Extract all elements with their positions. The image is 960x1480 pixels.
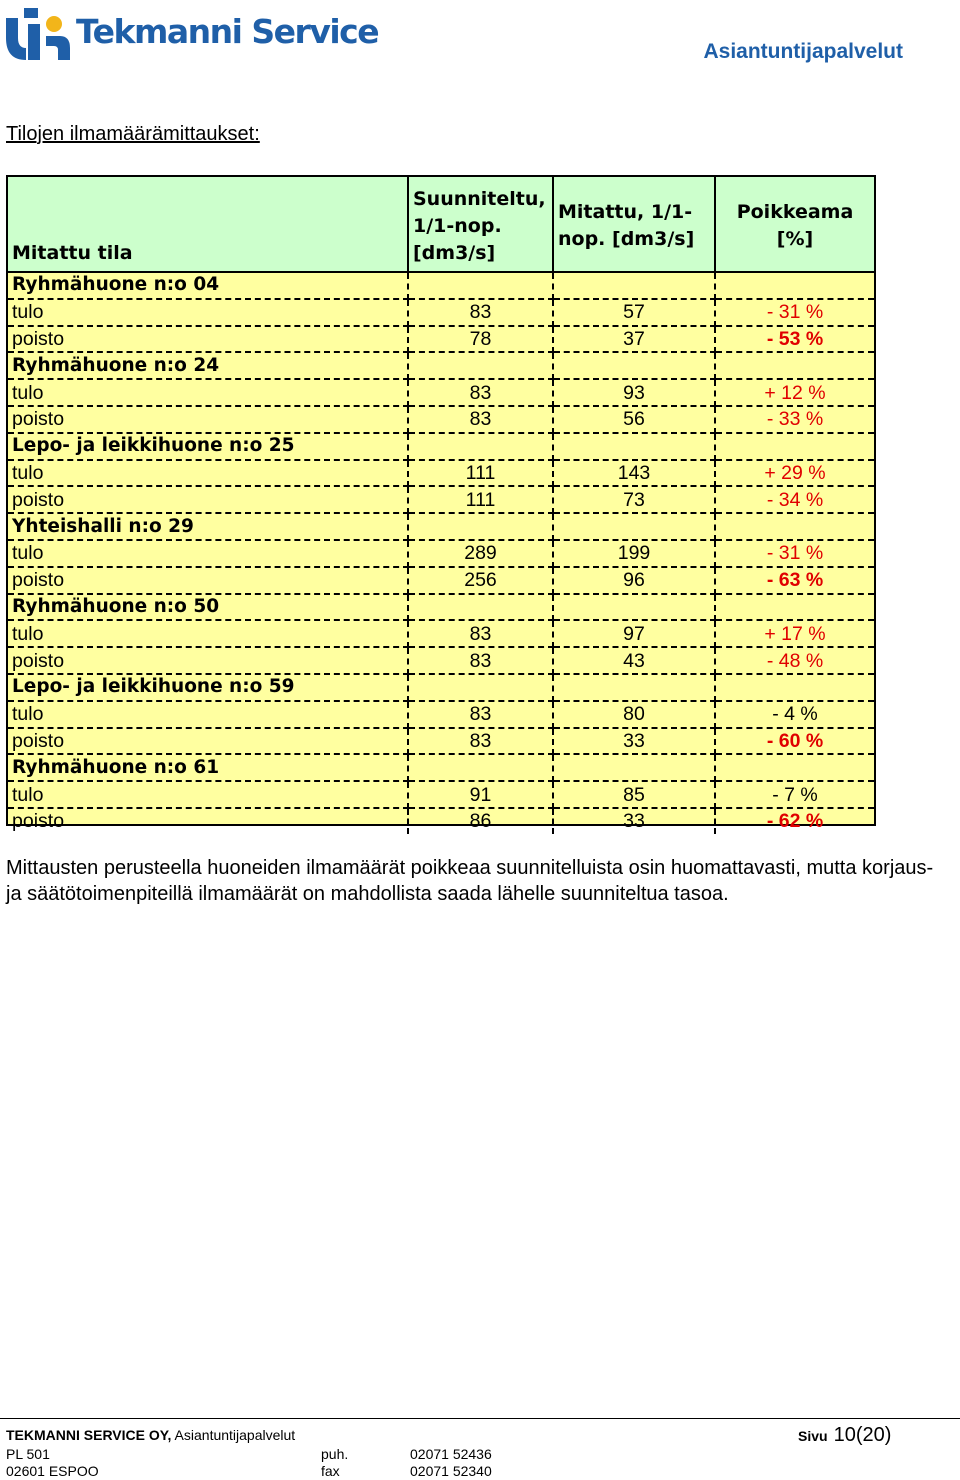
header-planned: Suunniteltu, 1/1-nop. [dm3/s] xyxy=(408,177,553,272)
logo-text: Tekmanni Service xyxy=(76,12,379,51)
planned-value: 86 xyxy=(408,808,553,834)
deviation-value xyxy=(715,754,874,781)
footer-address-line1: PL 501 xyxy=(6,1446,50,1462)
table-group-row xyxy=(8,674,874,701)
space-name: Ryhmähuone n:o 24 xyxy=(8,352,408,379)
planned-value: 83 xyxy=(408,701,553,728)
deviation-value xyxy=(715,674,874,701)
table-row xyxy=(8,620,874,647)
table-group-row xyxy=(8,433,874,460)
deviation-value xyxy=(715,272,874,299)
table-group-row xyxy=(8,754,874,781)
table-group-row xyxy=(8,513,874,540)
planned-value xyxy=(408,352,553,379)
planned-value: 91 xyxy=(408,781,553,808)
header-title: Asiantuntijapalvelut xyxy=(703,40,903,63)
space-name: poisto xyxy=(8,326,408,353)
table-row xyxy=(8,728,874,755)
space-name: tulo xyxy=(8,379,408,406)
space-name: tulo xyxy=(8,781,408,808)
company-logo xyxy=(4,4,379,64)
measured-value xyxy=(553,272,715,299)
space-name: tulo xyxy=(8,299,408,326)
measured-value xyxy=(553,513,715,540)
measured-value xyxy=(553,754,715,781)
space-name: Ryhmähuone n:o 61 xyxy=(8,754,408,781)
table-body xyxy=(8,272,874,834)
space-name: poisto xyxy=(8,486,408,513)
measured-value: 93 xyxy=(553,379,715,406)
deviation-value: - 62 % xyxy=(766,810,824,833)
measured-value: 33 xyxy=(553,808,715,834)
space-name: poisto xyxy=(8,567,408,594)
table-header-row xyxy=(8,177,874,272)
measured-value: 57 xyxy=(553,299,715,326)
planned-value xyxy=(408,674,553,701)
planned-value: 111 xyxy=(408,460,553,487)
table-row xyxy=(8,299,874,326)
table-row xyxy=(8,540,874,567)
deviation-value: - 53 % xyxy=(715,326,874,353)
table-row xyxy=(8,647,874,674)
space-name: poisto xyxy=(8,647,408,674)
measured-value: 56 xyxy=(553,406,715,433)
footer-company xyxy=(6,1427,295,1443)
measured-value: 37 xyxy=(553,326,715,353)
header-measured: Mitattu, 1/1-nop. [dm3/s] xyxy=(553,177,715,272)
deviation-value xyxy=(715,594,874,621)
measured-value: 85 xyxy=(553,781,715,808)
deviation-value xyxy=(715,352,874,379)
planned-value: 78 xyxy=(408,326,553,353)
measured-value: 96 xyxy=(553,567,715,594)
measured-value xyxy=(553,352,715,379)
deviation-value: - 7 % xyxy=(715,781,874,808)
table-row xyxy=(8,567,874,594)
planned-value: 83 xyxy=(408,728,553,755)
deviation-value xyxy=(715,513,874,540)
footer-address-line2: 02601 ESPOO xyxy=(6,1463,99,1479)
measured-value: 80 xyxy=(553,701,715,728)
section-title: Tilojen ilmamäärämittaukset: xyxy=(6,123,260,145)
measured-value: 97 xyxy=(553,620,715,647)
planned-value: 83 xyxy=(408,379,553,406)
measured-value xyxy=(553,594,715,621)
deviation-value: - 31 % xyxy=(715,540,874,567)
measured-value: 199 xyxy=(553,540,715,567)
space-name: tulo xyxy=(8,460,408,487)
deviation-value: - 31 % xyxy=(715,299,874,326)
footer-phone: 02071 52436 xyxy=(410,1446,492,1462)
table-row xyxy=(8,326,874,353)
planned-value: 83 xyxy=(408,647,553,674)
planned-value: 83 xyxy=(408,406,553,433)
planned-value: 111 xyxy=(408,486,553,513)
space-name: Ryhmähuone n:o 04 xyxy=(8,272,408,299)
deviation-value: - 33 % xyxy=(715,406,874,433)
footer-divider xyxy=(0,1418,960,1419)
planned-value xyxy=(408,754,553,781)
table-row xyxy=(8,406,874,433)
footer-company-name: TEKMANNI SERVICE OY, xyxy=(6,1427,172,1443)
table-row xyxy=(8,808,874,834)
measured-value: 73 xyxy=(553,486,715,513)
deviation-value xyxy=(715,433,874,460)
space-name: tulo xyxy=(8,701,408,728)
planned-value xyxy=(408,433,553,460)
space-name: poisto xyxy=(8,728,408,755)
page-number: 10(20) xyxy=(833,1424,892,1446)
planned-value: 83 xyxy=(408,299,553,326)
measured-value xyxy=(553,433,715,460)
footer-fax: 02071 52340 xyxy=(410,1463,492,1479)
table-row xyxy=(8,701,874,728)
planned-value: 256 xyxy=(408,567,553,594)
table-row xyxy=(8,460,874,487)
deviation-value: - 60 % xyxy=(715,728,874,755)
deviation-value: + 12 % xyxy=(715,379,874,406)
header-deviation: Poikkeama [%] xyxy=(715,177,874,272)
space-name: Ryhmähuone n:o 50 xyxy=(8,594,408,621)
page-label: Sivu xyxy=(798,1428,828,1444)
space-name: Lepo- ja leikkihuone n:o 25 xyxy=(8,433,408,460)
planned-value xyxy=(408,594,553,621)
planned-value: 83 xyxy=(408,620,553,647)
measured-value xyxy=(553,674,715,701)
planned-value xyxy=(408,272,553,299)
deviation-value: - 48 % xyxy=(715,647,874,674)
logo-mark-icon xyxy=(4,4,74,64)
space-name: Yhteishalli n:o 29 xyxy=(8,513,408,540)
measured-value: 143 xyxy=(553,460,715,487)
measurement-table xyxy=(6,175,876,833)
table-group-row xyxy=(8,272,874,299)
deviation-value: - 63 % xyxy=(715,567,874,594)
footer-phone-label: puh. xyxy=(321,1446,349,1462)
conclusion-paragraph: Mittausten perusteella huoneiden ilmamäärät poikkeaa suunnitelluista osin huomattavasti, mutta korjaus- ja säätötoimenpiteillä ilmamäärät on mahdollista saada lähelle suunniteltua tasoa. xyxy=(6,857,934,905)
deviation-value: - 4 % xyxy=(715,701,874,728)
table-row xyxy=(8,486,874,513)
measured-value: 43 xyxy=(553,647,715,674)
table-group-row xyxy=(8,352,874,379)
space-name: tulo xyxy=(8,620,408,647)
planned-value xyxy=(408,513,553,540)
deviation-value: + 17 % xyxy=(715,620,874,647)
page-indicator xyxy=(798,1424,891,1447)
footer-company-unit: Asiantuntijapalvelut xyxy=(171,1427,296,1443)
header-measured-space: Mitattu tila xyxy=(8,177,408,272)
deviation-value: - 34 % xyxy=(715,486,874,513)
space-name: poisto xyxy=(8,808,408,834)
table-row xyxy=(8,379,874,406)
space-name: tulo xyxy=(8,540,408,567)
table-row xyxy=(8,781,874,808)
air-flow-table xyxy=(8,177,874,834)
table-group-row xyxy=(8,594,874,621)
deviation-value: + 29 % xyxy=(715,460,874,487)
planned-value: 289 xyxy=(408,540,553,567)
measured-value: 33 xyxy=(553,728,715,755)
space-name: poisto xyxy=(8,406,408,433)
footer-fax-label: fax xyxy=(321,1463,340,1479)
space-name: Lepo- ja leikkihuone n:o 59 xyxy=(8,674,408,701)
